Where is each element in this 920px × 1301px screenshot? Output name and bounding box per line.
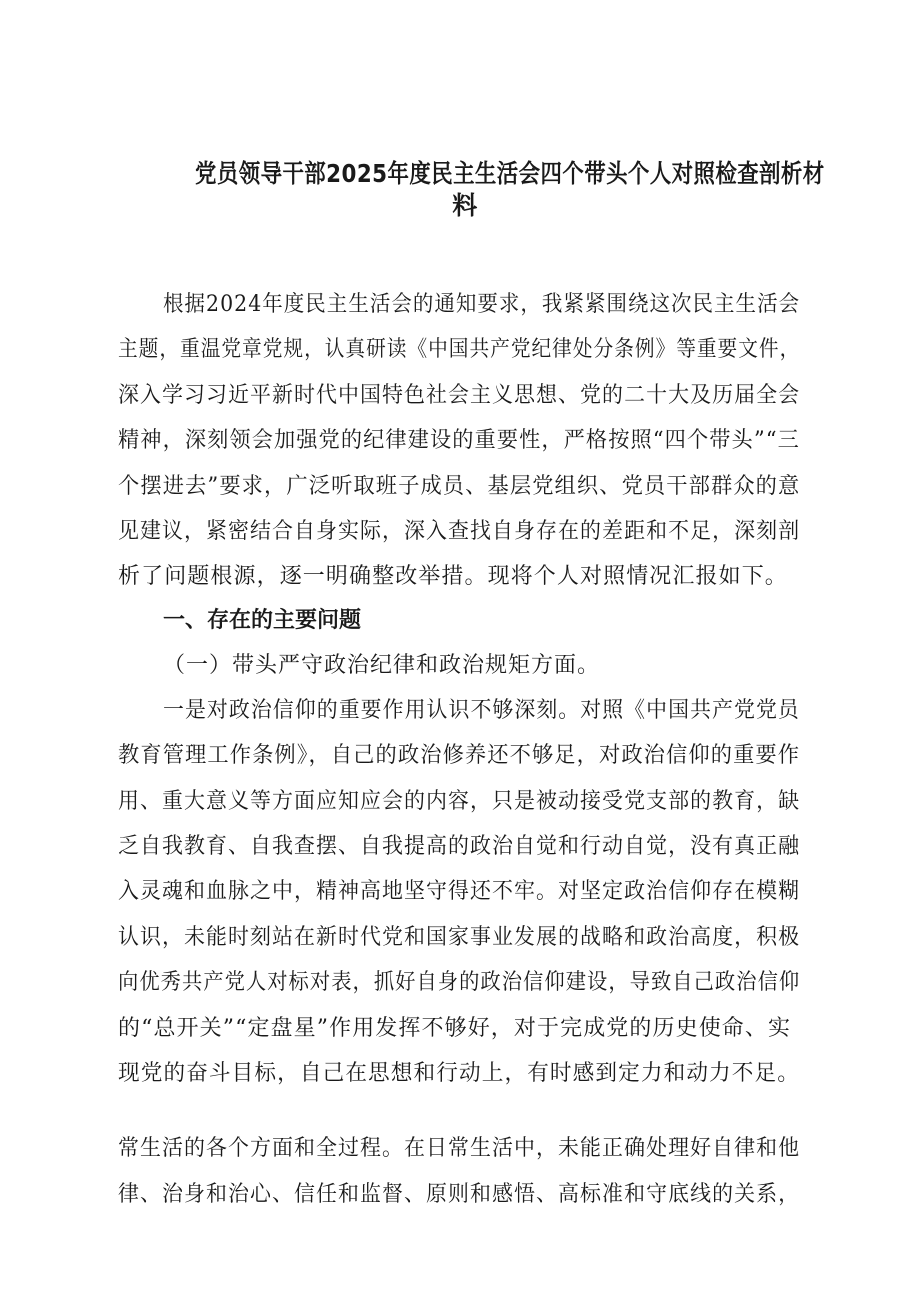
body-line: 乏自我教育、自我查摆、自我提高的政治自觉和行动自觉，没有真正融 xyxy=(118,834,801,859)
tail-line: 常生活的各个方面和全过程。在日常生活中，未能正确处理好自律和他 xyxy=(118,1136,801,1161)
body-line: 用、重大意义等方面应知应会的内容，只是被动接受党支部的教育，缺 xyxy=(118,789,801,814)
document-title-line-1: 党员领导干部2025年度民主生活会四个带头个人对照检查剖析材 xyxy=(195,159,825,188)
intro-line: 主题，重温党章党规，认真研读《中国共产党纪律处分条例》等重要文件， xyxy=(118,337,801,362)
subsection-heading: （一）带头严守政治纪律和政治规矩方面。 xyxy=(163,653,601,678)
intro-line: 深入学习习近平新时代中国特色社会主义思想、党的二十大及历届全会 xyxy=(118,383,801,408)
document-title-line-2: 料 xyxy=(452,191,478,220)
intro-line: 析了问题根源，逐一明确整改举措。现将个人对照情况汇报如下。 xyxy=(118,564,788,589)
intro-line: 根据2024年度民主生活会的通知要求，我紧紧围绕这次民主生活会 xyxy=(163,292,801,317)
intro-line: 见建议，紧密结合自身实际，深入查找自身存在的差距和不足，深刻剖 xyxy=(118,519,801,544)
body-line: 向优秀共产党人对标对表，抓好自身的政治信仰建设，导致自己政治信仰 xyxy=(118,970,801,995)
section-heading: 一、存在的主要问题 xyxy=(163,608,362,633)
body-line: 现党的奋斗目标，自己在思想和行动上，有时感到定力和动力不足。 xyxy=(118,1061,800,1086)
tail-line: 律、治身和治心、信任和监督、原则和感悟、高标准和守底线的关系， xyxy=(118,1182,801,1207)
intro-line: 精神，深刻领会加强党的纪律建设的重要性，严格按照“四个带头”“三 xyxy=(118,428,800,453)
intro-line: 个摆进去”要求，广泛听取班子成员、基层党组织、党员干部群众的意 xyxy=(118,474,801,499)
body-line: 的“总开关”“定盘星”作用发挥不够好，对于完成党的历史使命、实 xyxy=(118,1016,792,1041)
body-line: 认识，未能时刻站在新时代党和国家事业发展的战略和政治高度，积极 xyxy=(118,925,801,950)
body-line: 一是对政治信仰的重要作用认识不够深刻。对照《中国共产党党员 xyxy=(163,698,800,723)
body-line: 教育管理工作条例》，自己的政治修养还不够足，对政治信仰的重要作 xyxy=(118,743,801,768)
body-line: 入灵魂和血脉之中，精神高地坚守得还不牢。对坚定政治信仰存在模糊 xyxy=(118,879,801,904)
